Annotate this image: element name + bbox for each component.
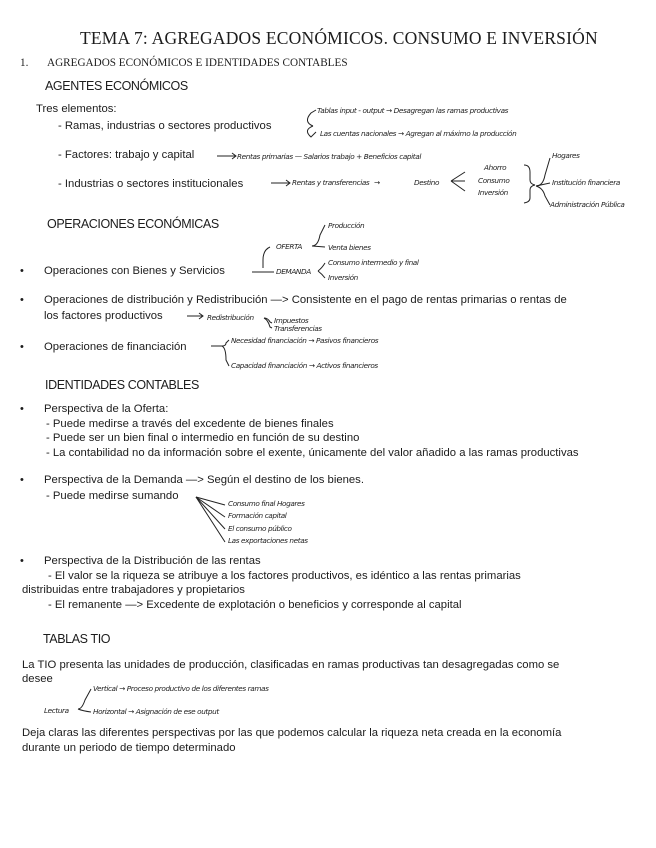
- note-inversion: Inversión: [478, 188, 508, 197]
- bullet: •: [20, 555, 24, 567]
- bullet: •: [20, 341, 24, 353]
- note-necesidad-financiacion: Necesidad financiación → Pasivos financieros: [231, 336, 379, 345]
- operaciones-heading: OPERACIONES ECONÓMICAS: [47, 217, 219, 231]
- op-bienes-servicios: Operaciones con Bienes y Servicios: [44, 265, 225, 277]
- bullet: •: [20, 474, 24, 486]
- tio-p1-line1: La TIO presenta las unidades de producción, clasificadas en ramas productivas tan desagregadas como se: [22, 659, 560, 671]
- distribucion-line-1: - El valor se la riqueza se atribuye a los factores productivos, es idéntico a las rentas primarias: [48, 570, 521, 582]
- oferta-line-3: - La contabilidad no da información sobre el exente, únicamente del valor añadido a las ramas productivas: [46, 447, 579, 459]
- note-exportaciones-netas: Las exportaciones netas: [228, 536, 308, 545]
- perspectiva-oferta: Perspectiva de la Oferta:: [44, 403, 169, 415]
- tio-p1-line2: desee: [22, 673, 53, 685]
- perspectiva-distribucion: Perspectiva de la Distribución de las rentas: [44, 555, 261, 567]
- agentes-heading: AGENTES ECONÓMICOS: [45, 79, 188, 93]
- note-consumo-hogares: Consumo final Hogares: [228, 499, 305, 508]
- tio-p2-line1: Deja claras las diferentes perspectivas por las que podemos calcular la riqueza neta creada en la economía: [22, 727, 562, 739]
- note-demanda: DEMANDA: [276, 267, 311, 276]
- section-number: 1.: [20, 57, 29, 69]
- note-vertical: Vertical → Proceso productivo de los diferentes ramas: [93, 684, 269, 693]
- note-transferencias: Transferencias: [274, 324, 322, 333]
- note-lectura: Lectura: [44, 706, 69, 715]
- note-tablas-io: Tablas input - output → Desagregan las ramas productivas: [317, 106, 509, 115]
- demanda-line: - Puede medirse sumando: [46, 490, 179, 502]
- agentes-item-ramas: - Ramas, industrias o sectores productivos: [58, 120, 272, 132]
- note-institucion-financiera: Institución financiera: [552, 178, 620, 187]
- note-rentas-transferencias: Rentas y transferencias: [292, 178, 370, 187]
- note-ahorro: Ahorro: [484, 163, 507, 172]
- agentes-item-industrias: - Industrias o sectores institucionales: [58, 178, 244, 190]
- tio-p2-line2: durante un periodo de tiempo determinado: [22, 742, 236, 754]
- agentes-item-factores: - Factores: trabajo y capital: [58, 149, 195, 161]
- tio-heading: TABLAS TIO: [43, 632, 111, 646]
- note-venta-bienes: Venta bienes: [328, 243, 371, 252]
- note-consumo: Consumo: [478, 176, 510, 185]
- note-destino: Destino: [414, 178, 440, 187]
- note-produccion: Producción: [328, 221, 365, 230]
- agentes-intro: Tres elementos:: [36, 103, 117, 115]
- note-consumo-publico: El consumo público: [228, 524, 292, 533]
- page-title: TEMA 7: AGREGADOS ECONÓMICOS. CONSUMO E INVERSIÓN: [80, 28, 598, 48]
- bullet: •: [20, 265, 24, 277]
- note-redistribucion: Redistribución: [207, 313, 254, 322]
- oferta-line-2: - Puede ser un bien final o intermedio en función de su destino: [46, 432, 360, 444]
- oferta-line-1: - Puede medirse a través del excedente de bienes finales: [46, 418, 334, 430]
- note-inversion-op: Inversión: [328, 273, 358, 282]
- note-consumo-intermedio: Consumo intermedio y final: [328, 258, 419, 267]
- op-distribucion-line1: Operaciones de distribución y Redistribución —> Consistente en el pago de rentas primarias o rentas de: [44, 294, 567, 306]
- perspectiva-demanda: Perspectiva de la Demanda —> Según el destino de los bienes.: [44, 474, 364, 486]
- op-distribucion-line2: los factores productivos: [44, 310, 163, 322]
- note-horizontal: Horizontal → Asignación de ese output: [93, 707, 219, 716]
- note-capacidad-financiacion: Capacidad financiación → Activos financieros: [231, 361, 378, 370]
- distribucion-line-3: - El remanente —> Excedente de explotación o beneficios y corresponde al capital: [48, 599, 462, 611]
- op-financiacion: Operaciones de financiación: [44, 341, 187, 353]
- note-impuestos: Impuestos: [274, 316, 309, 325]
- note-rentas-primarias: Rentas primarias — Salarios trabajo + Beneficios capital: [237, 152, 421, 161]
- note-formacion-capital: Formación capital: [228, 511, 287, 520]
- section-title: AGREGADOS ECONÓMICOS E IDENTIDADES CONTABLES: [47, 57, 348, 69]
- distribucion-line-2: distribuidas entre trabajadores y propietarios: [22, 584, 245, 596]
- note-cuentas-nacionales: Las cuentas nacionales → Agregan al máximo la producción: [320, 129, 517, 138]
- note-destino-arrow: →: [374, 178, 380, 187]
- note-hogares: Hogares: [552, 151, 580, 160]
- bullet: •: [20, 403, 24, 415]
- bullet: •: [20, 294, 24, 306]
- identidades-heading: IDENTIDADES CONTABLES: [45, 378, 199, 392]
- note-administracion-publica: Administración Pública: [550, 200, 625, 209]
- note-oferta: OFERTA: [276, 242, 302, 251]
